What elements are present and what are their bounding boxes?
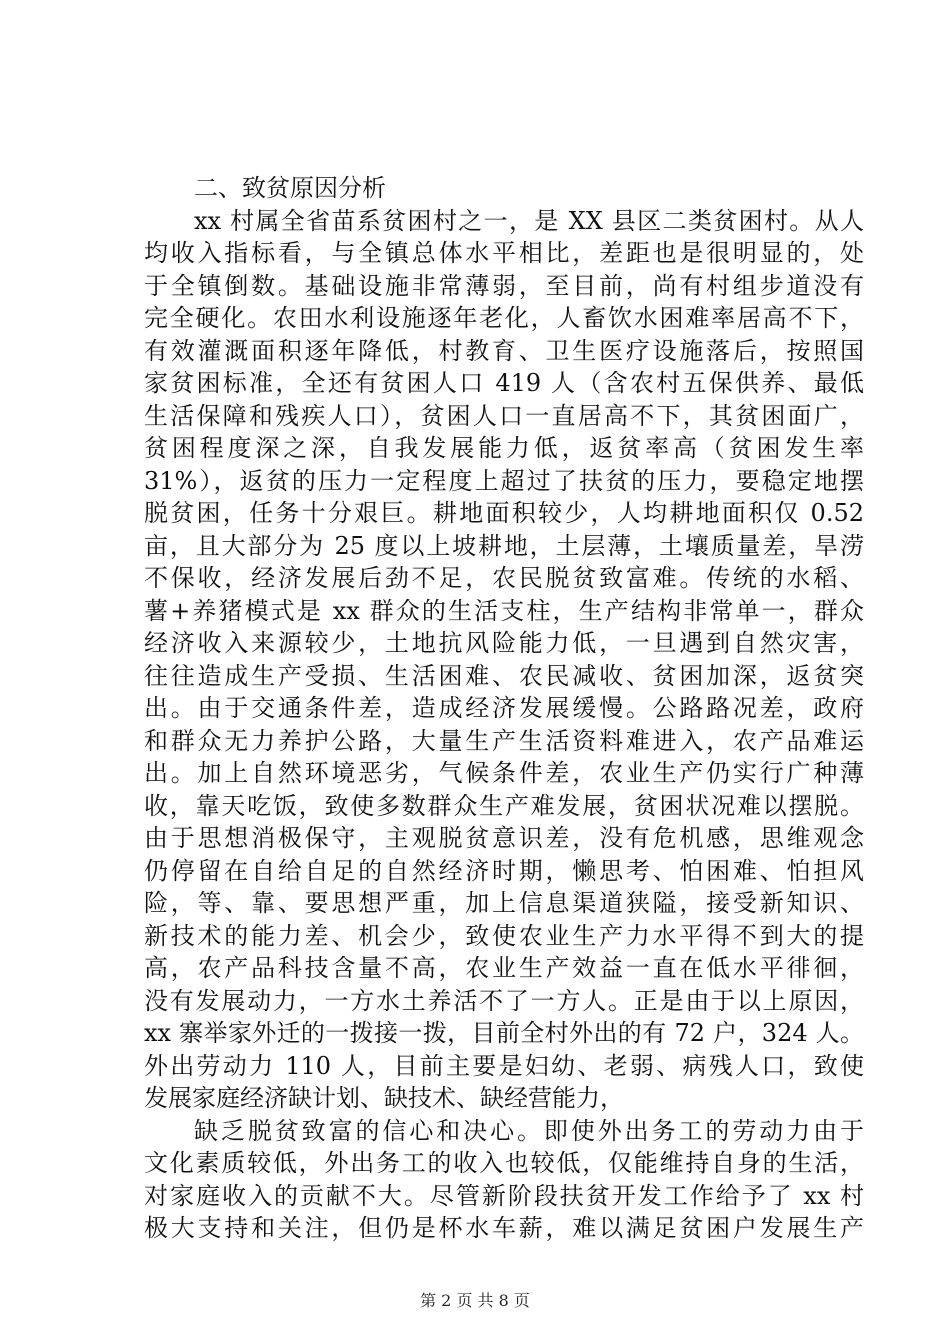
text-line: 有效灌溉面积逐年降低，村教育、卫生医疗设施落后，按照国: [144, 336, 864, 365]
text-line: 贫困程度深之深，自我发展能力低，返贫率高（贫困发生率: [144, 434, 864, 462]
text-line: 高，农产品科技含量不高，农业生产效益一直在低水平徘徊，: [144, 954, 864, 982]
text-line: 对家庭收入的贡献不大。尽管新阶段扶贫开发工作给予了 xx 村: [144, 1181, 864, 1210]
text-line: 出。加上自然环境恶劣，气候条件差，农业生产仍实行广种薄: [144, 759, 864, 787]
document-body: [144, 172, 864, 1245]
text-line: 完全硬化。农田水利设施逐年老化，人畜饮水困难率居高不下，: [144, 304, 864, 332]
page-number-footer: 第 2 页 共 8 页: [420, 1291, 530, 1310]
text-line: 于全镇倒数。基础设施非常薄弱，至目前，尚有村组步道没有: [144, 271, 864, 300]
text-line: 缺乏脱贫致富的信心和决心。即使外出务工的劳动力由于: [194, 1116, 864, 1145]
text-line: 文化素质较低，外出务工的收入也较低，仅能维持自身的生活，: [144, 1149, 864, 1177]
text-line: 仍停留在自给自足的自然经济时期，懒思考、怕困难、怕担风: [144, 856, 864, 885]
text-line: 发展家庭经济缺计划、缺技术、缺经营能力，: [144, 1084, 624, 1112]
text-line: 经济收入来源较少，土地抗风险能力低，一旦遇到自然灾害，: [144, 629, 864, 657]
text-line: 由于思想消极保守，主观脱贫意识差，没有危机感，思维观念: [144, 824, 864, 852]
text-line: 亩，且大部分为 25 度以上坡耕地，土层薄，土壤质量差，旱涝: [144, 531, 864, 560]
text-line: xx 寨举家外迁的一拨接一拨，目前全村外出的有 72 户，324 人。: [144, 1019, 864, 1047]
text-line: 新技术的能力差、机会少，致使农业生产力水平得不到大的提: [144, 921, 864, 950]
text-line: 险，等、靠、要思想严重，加上信息渠道狭隘，接受新知识、: [144, 889, 864, 917]
text-line: 和群众无力养护公路，大量生产生活资料难进入，农产品难运: [144, 726, 864, 755]
section-heading: 二、致贫原因分析: [194, 174, 386, 202]
text-line: 均收入指标看，与全镇总体水平相比，差距也是很明显的，处: [144, 239, 864, 267]
text-line: 31%），返贫的压力一定程度上超过了扶贫的压力，要稳定地摆: [144, 466, 864, 495]
text-line: 生活保障和残疾人口），贫困人口一直居高不下，其贫困面广，: [144, 401, 864, 430]
text-line: 极大支持和关注，但仍是杯水车薪，难以满足贫困户发展生产: [144, 1214, 864, 1242]
text-line: 没有发展动力，一方水土养活不了一方人。正是由于以上原因，: [144, 986, 864, 1015]
text-line: 往往造成生产受损、生活困难、农民减收、贫困加深，返贫突: [144, 661, 864, 690]
text-line: 薯+养猪模式是 xx 群众的生活支柱，生产结构非常单一，群众: [144, 596, 864, 625]
text-line: 脱贫困，任务十分艰巨。耕地面积较少，人均耕地面积仅 0.52: [144, 499, 864, 527]
text-line: xx 村属全省苗系贫困村之一，是 XX 县区二类贫困村。从人: [194, 206, 864, 235]
text-line: 收，靠天吃饭，致使多数群众生产难发展，贫困状况难以摆脱。: [144, 791, 864, 820]
text-line: 出。由于交通条件差，造成经济发展缓慢。公路路况差，政府: [144, 694, 864, 722]
text-line: 不保收，经济发展后劲不足，农民脱贫致富难。传统的水稻、: [144, 564, 864, 592]
text-line: 家贫困标准，全还有贫困人口 419 人（含农村五保供养、最低: [144, 369, 864, 397]
text-line: 外出劳动力 110 人，目前主要是妇幼、老弱、病残人口，致使: [144, 1051, 864, 1080]
